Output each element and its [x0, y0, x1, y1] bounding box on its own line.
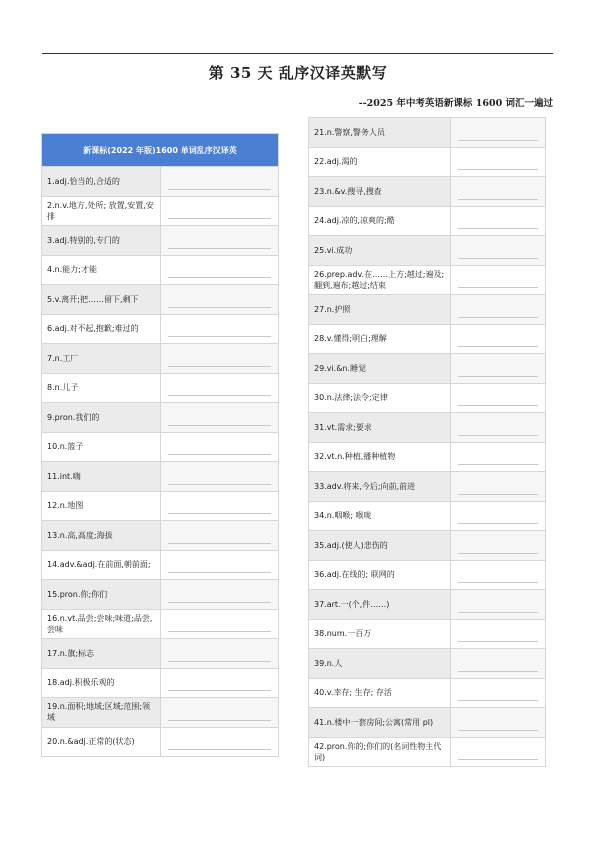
table-row	[42, 167, 279, 197]
chinese-prompt: 5.v.离开;把……留下,剩下	[42, 285, 161, 315]
chinese-prompt: 18.adj.积极乐观的	[42, 668, 161, 698]
answer-blank-line	[168, 513, 272, 514]
chinese-prompt: 3.adj.特别的,专门的	[42, 226, 161, 256]
table-row	[42, 373, 279, 403]
answer-blank-line	[168, 543, 272, 544]
table-row	[42, 196, 279, 226]
answer-cell[interactable]	[160, 462, 279, 492]
answer-cell[interactable]	[451, 383, 546, 413]
chinese-prompt: 4.n.能力;才能	[42, 255, 161, 285]
chinese-prompt: 34.n.咽喉; 喉咙	[309, 501, 451, 531]
answer-blank-line	[458, 582, 538, 583]
answer-blank-line	[168, 572, 272, 573]
answer-cell[interactable]	[160, 639, 279, 669]
answer-blank-line	[458, 671, 538, 672]
top-rule	[42, 53, 553, 54]
chinese-prompt: 14.adv.&adj.在前面,朝前面;	[42, 550, 161, 580]
answer-blank-line	[168, 454, 272, 455]
answer-blank-line	[458, 346, 538, 347]
chinese-prompt: 11.int.嗨	[42, 462, 161, 492]
table-row	[309, 177, 546, 207]
table-row	[42, 255, 279, 285]
table-row	[309, 649, 546, 679]
chinese-prompt: 38.num.一百万	[309, 619, 451, 649]
table-row	[42, 491, 279, 521]
table-row	[309, 295, 546, 325]
answer-blank-line	[458, 523, 538, 524]
answer-cell[interactable]	[451, 442, 546, 472]
table-row	[309, 619, 546, 649]
answer-cell[interactable]	[451, 236, 546, 266]
answer-blank-line	[458, 494, 538, 495]
table-row	[309, 531, 546, 561]
table-row	[42, 521, 279, 551]
answer-blank-line	[458, 169, 538, 170]
answer-blank-line	[168, 661, 272, 662]
chinese-prompt: 2.n.v.地方,处所; 放置,安置,安排	[42, 196, 161, 226]
answer-blank-line	[168, 749, 272, 750]
chinese-prompt: 7.n.工厂	[42, 344, 161, 374]
table-row	[42, 639, 279, 669]
answer-blank-line	[168, 425, 272, 426]
answer-blank-line	[458, 553, 538, 554]
chinese-prompt: 29.vi.&n.睡觉	[309, 354, 451, 384]
table-row	[42, 727, 279, 757]
chinese-prompt: 10.n.篮子	[42, 432, 161, 462]
chinese-prompt: 22.adj.渴的	[309, 147, 451, 177]
chinese-prompt: 42.pron.你的;你们的(名词性物主代词)	[309, 737, 451, 767]
table-row	[309, 354, 546, 384]
answer-cell[interactable]	[160, 491, 279, 521]
answer-cell[interactable]	[160, 226, 279, 256]
table-row	[309, 206, 546, 236]
answer-blank-line	[168, 336, 272, 337]
table-row	[42, 580, 279, 610]
chinese-prompt: 31.vt.需求;要求	[309, 413, 451, 443]
answer-cell[interactable]	[160, 550, 279, 580]
answer-cell[interactable]	[451, 147, 546, 177]
answer-cell[interactable]	[451, 354, 546, 384]
chinese-prompt: 40.v.幸存; 生存; 存活	[309, 678, 451, 708]
table-header: 新课标(2022 年版)1600 单词乱序汉译英	[42, 134, 279, 167]
answer-cell[interactable]	[160, 403, 279, 433]
table-row	[42, 314, 279, 344]
answer-blank-line	[458, 759, 538, 760]
table-row	[42, 668, 279, 698]
answer-blank-line	[168, 218, 272, 219]
table-row	[309, 501, 546, 531]
answer-blank-line	[458, 317, 538, 318]
answer-cell[interactable]	[160, 432, 279, 462]
chinese-prompt: 25.vi.成功	[309, 236, 451, 266]
answer-blank-line	[458, 140, 538, 141]
table-row	[42, 550, 279, 580]
table-row	[42, 609, 279, 639]
table-row	[309, 590, 546, 620]
answer-blank-line	[458, 730, 538, 731]
table-row	[309, 472, 546, 502]
answer-blank-line	[168, 720, 272, 721]
table-row	[309, 737, 546, 767]
chinese-prompt: 33.adv.将来,今后;向前,前进	[309, 472, 451, 502]
answer-cell[interactable]	[160, 255, 279, 285]
answer-cell[interactable]	[451, 560, 546, 590]
answer-cell[interactable]	[160, 609, 279, 639]
chinese-prompt: 24.adj.凉的,凉爽的;酷	[309, 206, 451, 236]
chinese-prompt: 23.n.&v.搜寻,搜查	[309, 177, 451, 207]
answer-cell[interactable]	[160, 521, 279, 551]
table-header-row	[42, 134, 279, 167]
answer-blank-line	[458, 405, 538, 406]
table-row	[42, 462, 279, 492]
answer-cell[interactable]	[451, 737, 546, 767]
chinese-prompt: 30.n.法律;法令;定律	[309, 383, 451, 413]
chinese-prompt: 27.n.护照	[309, 295, 451, 325]
answer-cell[interactable]	[451, 413, 546, 443]
answer-blank-line	[168, 248, 272, 249]
chinese-prompt: 9.pron.我们的	[42, 403, 161, 433]
answer-blank-line	[168, 307, 272, 308]
answer-blank-line	[458, 287, 538, 288]
answer-cell[interactable]	[160, 373, 279, 403]
chinese-prompt: 1.adj.恰当的,合适的	[42, 167, 161, 197]
answer-blank-line	[168, 277, 272, 278]
answer-cell[interactable]	[451, 265, 546, 295]
answer-blank-line	[168, 602, 272, 603]
table-row	[42, 698, 279, 728]
table-row	[309, 383, 546, 413]
chinese-prompt: 21.n.警察,警务人员	[309, 118, 451, 148]
answer-blank-line	[458, 612, 538, 613]
answer-cell[interactable]	[451, 177, 546, 207]
answer-cell[interactable]	[451, 295, 546, 325]
chinese-prompt: 37.art.一(个,件……)	[309, 590, 451, 620]
table-row	[42, 432, 279, 462]
answer-blank-line	[458, 435, 538, 436]
answer-cell[interactable]	[451, 118, 546, 148]
answer-cell[interactable]	[451, 678, 546, 708]
chinese-prompt: 16.n.vt.品尝;尝味;味道;品尝,尝味	[42, 609, 161, 639]
table-row	[309, 442, 546, 472]
chinese-prompt: 15.pron.你;你们	[42, 580, 161, 610]
answer-cell[interactable]	[160, 196, 279, 226]
page-subtitle: --2025 年中考英语新课标 1600 词汇一遍过	[358, 98, 553, 109]
table-row	[42, 403, 279, 433]
answer-blank-line	[458, 641, 538, 642]
answer-cell[interactable]	[451, 472, 546, 502]
answer-blank-line	[168, 395, 272, 396]
answer-cell[interactable]	[160, 698, 279, 728]
chinese-prompt: 26.prep.adv.在……上方;越过;遍及;翻到,遍布;越过;结束	[309, 265, 451, 295]
answer-cell[interactable]	[451, 590, 546, 620]
chinese-prompt: 12.n.地图	[42, 491, 161, 521]
table-row	[42, 344, 279, 374]
table-row	[42, 226, 279, 256]
answer-blank-line	[168, 189, 272, 190]
answer-cell[interactable]	[160, 285, 279, 315]
vocab-table-right	[308, 117, 546, 767]
chinese-prompt: 41.n.楼中一套房间;公寓(常用 pl)	[309, 708, 451, 738]
answer-cell[interactable]	[160, 314, 279, 344]
answer-blank-line	[168, 631, 272, 632]
table-row	[309, 324, 546, 354]
answer-blank-line	[458, 464, 538, 465]
chinese-prompt: 20.n.&adj.正常的(状态)	[42, 727, 161, 757]
page-title: 第 35 天 乱序汉译英默写	[208, 64, 388, 82]
table-row	[309, 413, 546, 443]
chinese-prompt: 13.n.高,高度;海拔	[42, 521, 161, 551]
table-row	[42, 285, 279, 315]
answer-blank-line	[458, 199, 538, 200]
chinese-prompt: 32.vt.n.种植,播种植物	[309, 442, 451, 472]
table-row	[309, 147, 546, 177]
chinese-prompt: 28.v.懂得;明白;理解	[309, 324, 451, 354]
chinese-prompt: 8.n.儿子	[42, 373, 161, 403]
answer-cell[interactable]	[160, 167, 279, 197]
answer-cell[interactable]	[160, 580, 279, 610]
answer-cell[interactable]	[451, 649, 546, 679]
answer-cell[interactable]	[160, 344, 279, 374]
table-row	[309, 678, 546, 708]
table-row	[309, 708, 546, 738]
chinese-prompt: 17.n.旗;标志	[42, 639, 161, 669]
chinese-prompt: 36.adj.在线的; 联网的	[309, 560, 451, 590]
answer-cell[interactable]	[451, 501, 546, 531]
table-row	[309, 560, 546, 590]
table-row	[309, 118, 546, 148]
answer-blank-line	[168, 366, 272, 367]
table-row	[309, 265, 546, 295]
answer-cell[interactable]	[451, 619, 546, 649]
answer-blank-line	[458, 228, 538, 229]
chinese-prompt: 6.adj.对不起,抱歉;难过的	[42, 314, 161, 344]
answer-cell[interactable]	[451, 531, 546, 561]
answer-cell[interactable]	[451, 324, 546, 354]
answer-blank-line	[168, 690, 272, 691]
answer-cell[interactable]	[160, 727, 279, 757]
chinese-prompt: 39.n.人	[309, 649, 451, 679]
vocab-table-left	[41, 133, 279, 757]
chinese-prompt: 35.adj.(使人)悲伤的	[309, 531, 451, 561]
answer-blank-line	[458, 258, 538, 259]
answer-cell[interactable]	[160, 668, 279, 698]
answer-cell[interactable]	[451, 206, 546, 236]
chinese-prompt: 19.n.面积;地域;区域;范围;领域	[42, 698, 161, 728]
answer-blank-line	[458, 700, 538, 701]
answer-cell[interactable]	[451, 708, 546, 738]
answer-blank-line	[168, 484, 272, 485]
table-row	[309, 236, 546, 266]
answer-blank-line	[458, 376, 538, 377]
